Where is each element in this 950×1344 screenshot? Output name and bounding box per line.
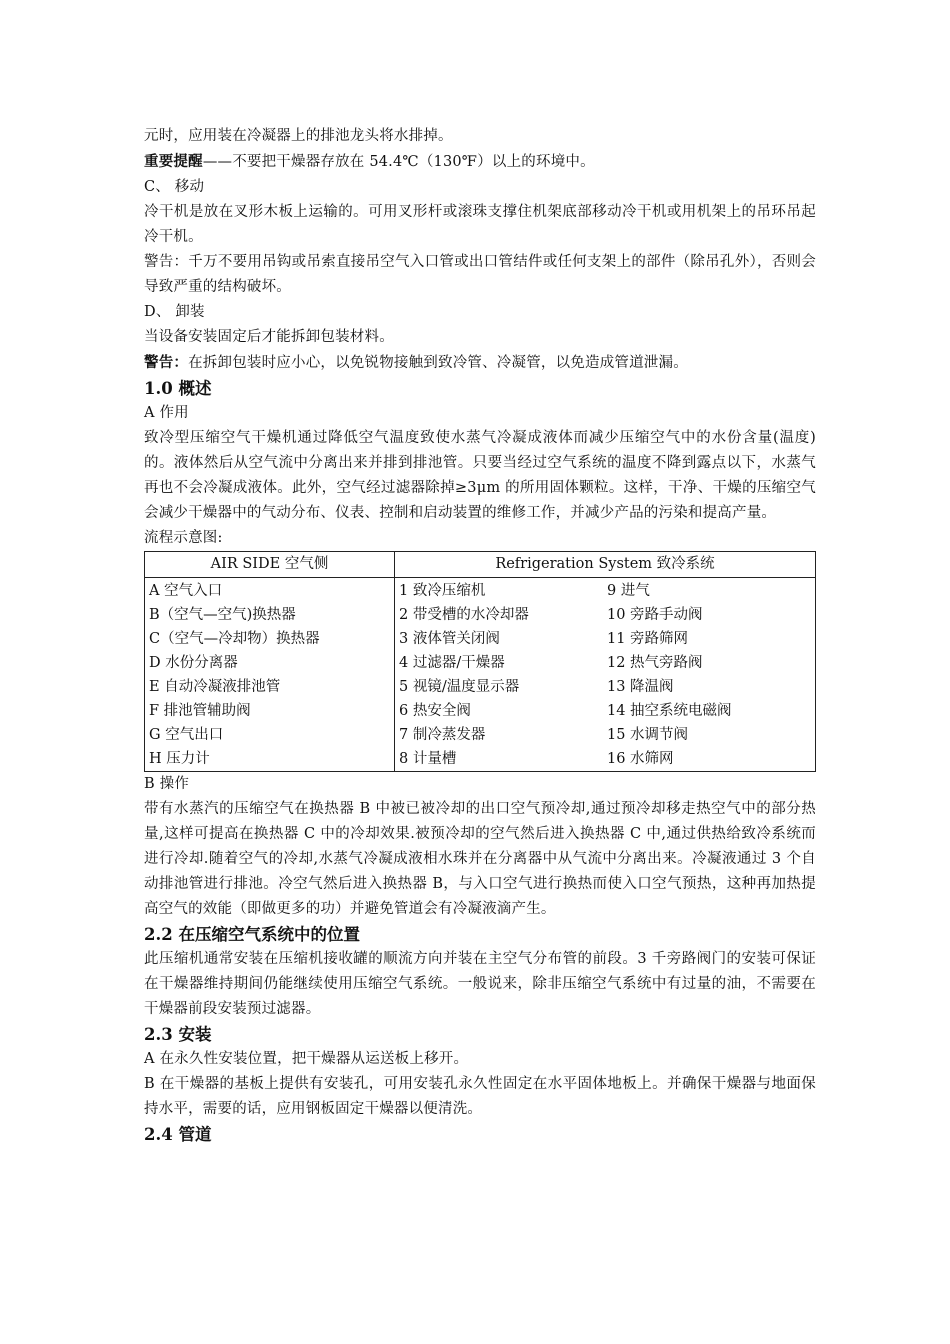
table-cell: 7 制冷蒸发器	[399, 727, 486, 743]
document-body	[144, 124, 816, 1147]
table-cell: 11 旁路筛网	[603, 627, 816, 651]
table-cell: 5 视镜/温度显示器	[399, 679, 520, 695]
table-row	[145, 578, 816, 604]
table-cell: 3 液体管关闭阀	[399, 631, 500, 647]
table-cell: G 空气出口	[145, 723, 395, 747]
section-title-2-3: 2.3 安装	[144, 1025, 212, 1044]
table-cell: 6 热安全阀	[399, 703, 471, 719]
flow-diagram-label: 流程示意图:	[144, 530, 223, 546]
section-title-2-2: 2.2 在压缩空气系统中的位置	[144, 925, 360, 944]
table-cell: 10 旁路手动阀	[603, 603, 816, 627]
table-cell: 16 水筛网	[603, 747, 816, 772]
table-row	[145, 603, 816, 627]
paragraph-b: 带有水蒸汽的压缩空气在换热器 B 中被已被冷却的出口空气预冷却,通过预冷却移走热空气中的部分热量,这样可提高在换热器 C 中的冷却效果.被预冷却的空气然后进入换热器 C 中,通过供热给致冷系统而进行冷却.随着空气的冷却,水蒸气冷凝成液相水珠并在分离器中从气流中分离出来。冷凝液通过 3 个自动排池管进行排池。冷空气然后进入换热器 B，与入口空气进行换热而使入口空气预热，这种再加热提高空气的效能（即做更多的功）并避免管道会有冷凝液滴产生。	[144, 801, 816, 917]
warning-d	[144, 350, 816, 376]
table-row	[145, 699, 816, 723]
table-row	[145, 627, 816, 651]
subheading-d: D、 卸装	[144, 304, 205, 320]
table-header-refrigeration: Refrigeration System 致冷系统	[395, 552, 816, 578]
paragraph-2-3-a: A 在永久性安装位置，把干燥器从运送板上移开。	[144, 1051, 469, 1067]
table-cell: 9 进气	[603, 578, 816, 604]
paragraph-c: 冷干机是放在叉形木板上运输的。可用叉形杆或滚珠支撑住机架底部移动冷干机或用机架上的吊环吊起冷干机。	[144, 204, 816, 245]
section-title-2-4: 2.4 管道	[144, 1125, 212, 1144]
table-row	[145, 723, 816, 747]
important-note	[144, 149, 816, 175]
subheading-a: A 作用	[144, 405, 189, 421]
paragraph-2-3-b: B 在干燥器的基板上提供有安装孔，可用安装孔永久性固定在水平固体地板上。并确保干燥器与地面保持水平，需要的话，应用钢板固定干燥器以便清洗。	[144, 1076, 816, 1117]
subheading-b: B 操作	[144, 776, 190, 792]
table-cell: H 压力计	[145, 747, 395, 772]
table-cell: B（空气—空气)换热器	[145, 603, 395, 627]
table-cell: 12 热气旁路阀	[603, 651, 816, 675]
paragraph-a: 致冷型压缩空气干燥机通过降低空气温度致使水蒸气冷凝成液体而减少压缩空气中的水份含量(温度)的。液体然后从空气流中分离出来并排到排池管。只要当经过空气系统的温度不降到露点以下，水蒸气再也不会冷凝成液体。此外，空气经过滤器除掉≥3μm 的所用固体颗粒。这样，干净、干燥的压缩空气会减少干燥器中的气动分布、仪表、控制和启动装置的维修工作，并减少产品的污染和提高产量。	[144, 430, 816, 521]
table-cell: 8 计量槽	[395, 747, 604, 772]
table-cell: 13 降温阀	[603, 675, 816, 699]
table-row	[145, 651, 816, 675]
table-header-row	[145, 552, 816, 578]
warning-d-text: 在拆卸包装时应小心，以免锐物接触到致冷管、冷凝管，以免造成管道泄漏。	[188, 355, 688, 371]
table-header-air: AIR SIDE 空气侧	[145, 552, 395, 578]
table-cell: A 空气入口	[145, 578, 395, 604]
table-cell: D 水份分离器	[145, 651, 395, 675]
table-cell: F 排池管辅助阀	[145, 699, 395, 723]
table-row	[145, 675, 816, 699]
warning-c: 警告：千万不要用吊钩或吊索直接吊空气入口管或出口管结件或任何支架上的部件（除吊孔外），否则会导致严重的结构破坏。	[144, 254, 816, 295]
warning-d-label: 警告：	[144, 354, 189, 371]
table-cell: C（空气—冷却物）换热器	[145, 627, 395, 651]
paragraph-2-2: 此压缩机通常安装在压缩机接收罐的顺流方向并装在主空气分布管的前段。3 千旁路阀门的安装可保证在干燥器维持期间仍能继续使用压缩空气系统。一般说来，除非压缩空气系统中有过量的油，不需要在干燥器前段安装预过滤器。	[144, 951, 816, 1017]
table-cell: 15 水调节阀	[603, 723, 816, 747]
important-note-label: 重要提醒	[144, 153, 203, 170]
table-cell: 14 抽空系统电磁阀	[603, 699, 816, 723]
paragraph: 元时，应用装在冷凝器上的排池龙头将水排掉。	[144, 128, 453, 144]
table-row	[145, 747, 816, 772]
table-cell: 4 过滤器/干燥器	[399, 655, 505, 671]
section-title-1-0: 1.0 概述	[144, 379, 212, 398]
important-note-text: ——不要把干燥器存放在 54.4℃（130℉）以上的环境中。	[202, 154, 595, 170]
subheading-c: C、 移动	[144, 179, 205, 195]
component-table	[144, 551, 816, 772]
table-cell: 1 致冷压缩机	[399, 583, 486, 599]
table-cell: E 自动冷凝液排池管	[145, 675, 395, 699]
paragraph-d: 当设备安装固定后才能拆卸包装材料。	[144, 329, 394, 345]
table-cell: 2 带受槽的水冷却器	[399, 607, 529, 623]
